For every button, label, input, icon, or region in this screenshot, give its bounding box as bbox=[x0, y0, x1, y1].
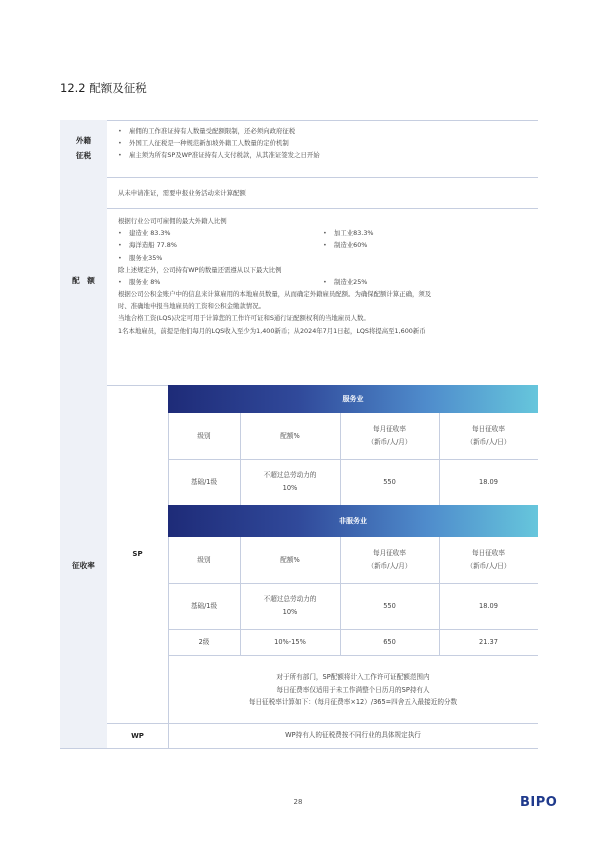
table-cell: 550 bbox=[383, 477, 396, 486]
section-title: 12.2 配额及征税 bbox=[60, 81, 147, 95]
wp-label: WP bbox=[131, 731, 144, 740]
list-item: • 外国工人征税是一种规范新加坡外籍工人数量的定价机制 bbox=[118, 137, 528, 149]
service-header-level: 级别 bbox=[197, 431, 211, 440]
table-cell: 18.09 bbox=[479, 477, 498, 486]
quota-para1-line2: 时、准确地申报当地雇员的工资和公积金缴款情况。 bbox=[118, 302, 265, 311]
quota-para3: 1名本地雇员，前提是他们每月的LQS收入至少为1,400新币；从2024年7月1日起，LQS将提高至1,600新币 bbox=[118, 326, 426, 335]
table-cell: 650 bbox=[383, 637, 396, 646]
levy-label: 征收率 bbox=[60, 385, 107, 748]
table-cell: 基础/1级 bbox=[190, 477, 218, 486]
table-cell: 不超过总劳动力的 10% bbox=[263, 595, 317, 616]
row-divider bbox=[168, 655, 538, 656]
quota-note-top: 从未申请准证，需要申报业务活动来计算配额 bbox=[118, 189, 246, 197]
col-divider bbox=[439, 537, 440, 655]
list-item: • 制造业25% bbox=[323, 276, 367, 288]
levy-notes: 对于所有部门，SP配额将计入工作许可证配额范围内 每日征费率仅适用于未工作满整个日历月的SP持有人 每日征税率计算如下：(每月征费率×12）/365=四舍五入最接近的分数 bbox=[248, 673, 458, 707]
service-band: 服务业 bbox=[168, 385, 538, 413]
sp-label: SP bbox=[132, 550, 143, 558]
wp-text: WP持有人的征税费按不同行业的具体规定执行 bbox=[285, 731, 421, 740]
list-item: • 制造业60% bbox=[323, 239, 373, 251]
table-cell: 18.09 bbox=[479, 601, 498, 610]
list-item: • 服务业 8% bbox=[118, 276, 323, 288]
quota-para1-line1: 根据公司公积金账户中的信息来计算雇用的本地雇员数量，从而确定外籍雇员配额。为确保配额计算正确，须及 bbox=[118, 290, 432, 299]
col-divider bbox=[240, 413, 241, 505]
foreign-tax-bullets bbox=[118, 125, 528, 162]
row-divider bbox=[107, 208, 538, 209]
table-top-border bbox=[60, 120, 538, 121]
page-number: 28 bbox=[293, 798, 303, 806]
quota-details bbox=[118, 215, 533, 337]
brand-logo: BIPO bbox=[520, 795, 558, 810]
quota-intro: 根据行业公司可雇佣的最大外籍人比例 bbox=[118, 217, 227, 225]
nonservice-header-quota: 配额% bbox=[280, 555, 300, 564]
service-header-monthly: 每月征收率 （新币/人/月） bbox=[367, 425, 412, 446]
col-divider bbox=[340, 537, 341, 655]
list-item: • 加工业83.3% bbox=[323, 227, 373, 239]
table-cell: 21.37 bbox=[479, 637, 498, 646]
list-item: • 建造业 83.3% bbox=[118, 227, 323, 239]
list-item: • 雇佣的工作准证持有人数量受配额限制，还必须向政府征税 bbox=[118, 125, 528, 137]
col-divider bbox=[439, 413, 440, 505]
table-cell: 2级 bbox=[198, 637, 210, 646]
list-item: • 海洋造船 77.8% bbox=[118, 239, 323, 251]
nonservice-header-level: 级别 bbox=[197, 555, 211, 564]
nonservice-header-daily: 每日征收率 （新币/人/日） bbox=[466, 549, 511, 570]
nonservice-header-monthly: 每月征收率 （新币/人/月） bbox=[367, 549, 412, 570]
table-cell: 10%-15% bbox=[274, 637, 306, 646]
foreign-tax-label: 外籍 征税 bbox=[60, 120, 107, 177]
table-bottom-border bbox=[60, 748, 538, 749]
list-item: • 服务业35% bbox=[118, 252, 323, 264]
quota-wp-line: 除上述规定外，公司持有WP的数量还需遵从以下最大比例 bbox=[118, 265, 282, 274]
row-divider bbox=[60, 177, 538, 178]
quota-label: 配 额 bbox=[60, 177, 107, 385]
table-cell: 基础/1级 bbox=[190, 601, 218, 610]
col-divider bbox=[340, 413, 341, 505]
service-header-daily: 每日征收率 （新币/人/日） bbox=[466, 425, 511, 446]
table-cell: 不超过总劳动力的 10% bbox=[263, 471, 317, 492]
col-divider bbox=[240, 537, 241, 655]
list-item: • 雇主须为所有SP及WP准证持有人支付税款，从其准证签发之日开始 bbox=[118, 149, 528, 161]
quota-para2: 当地合格工资(LQS)决定可用于计算您的工作许可证和S通行证配额权利的当地雇员人数。 bbox=[118, 314, 370, 323]
table-cell: 550 bbox=[383, 601, 396, 610]
nonservice-band: 非服务业 bbox=[168, 505, 538, 537]
service-header-quota: 配额% bbox=[280, 431, 300, 440]
